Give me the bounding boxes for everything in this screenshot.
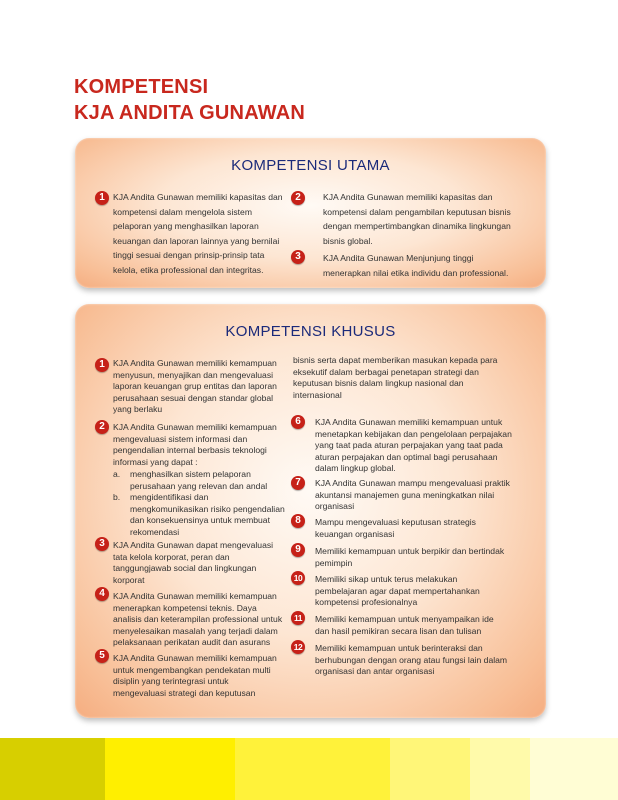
khusus-item-10-text: Memiliki sikap untuk terus melakukan pembelajaran agar dapat mempertahankan kompetensi profesionalnya: [315, 574, 480, 607]
number-badge: 12: [291, 640, 305, 654]
utama-item-2-text: KJA Andita Gunawan memiliki kapasitas dan kompetensi dalam pengambilan keputusan bisnis dengan mempertimbangkan dinamika lingkungan bisnis global.: [323, 192, 511, 246]
khusus-item-6-text: KJA Andita Gunawan memiliki kemampuan untuk menetapkan kebijakan dan pengelolaan perpajakan yang taat pada aturan perpajakan yang taat pada aturan perpajakan dan optimal bagi perusahaan dalam lingkup global.: [315, 417, 512, 473]
khusus-item-3-text: KJA Andita Gunawan dapat mengevaluasi tata kelola korporat, peran dan tanggungjawab social dan lingkungan korporat: [113, 540, 274, 585]
number-badge: 4: [95, 587, 109, 601]
khusus-item-5-continued-text: bisnis serta dapat memberikan masukan kepada para eksekutif dalam berbagai penetapan strategi dan keputusan bisnis dalam lingkup nasional dan internasional: [293, 355, 498, 400]
number-badge: 6: [291, 415, 305, 429]
footer-color-block: [0, 738, 105, 800]
khusus-item-2-sub-a-marker: a.: [113, 469, 121, 479]
footer-color-block: [470, 738, 530, 800]
number-badge: 9: [291, 543, 305, 557]
number-badge: 1: [95, 191, 109, 205]
kompetensi-utama-heading: KOMPETENSI UTAMA: [231, 157, 390, 174]
number-badge: 3: [95, 537, 109, 551]
khusus-item-9-text: Memiliki kemampuan untuk berpikir dan bertindak pemimpin: [315, 546, 505, 568]
kompetensi-utama-panel: [75, 138, 546, 288]
number-badge: 10: [291, 571, 305, 585]
kompetensi-khusus-heading: KOMPETENSI KHUSUS: [225, 323, 396, 340]
footer-color-block: [105, 738, 235, 800]
khusus-item-7-text: KJA Andita Gunawan mampu mengevaluasi praktik akuntansi manajemen guna meningkatkan nilai organisasi: [315, 478, 510, 511]
khusus-item-2-sub-b: mengidentifikasi dan mengkomunikasikan risiko pengendalian dan konsekuensinya untuk membuat rekomendasi: [130, 492, 285, 537]
number-badge: 5: [95, 649, 109, 663]
page-title-line-1: KOMPETENSI: [74, 76, 209, 98]
footer-color-block: [530, 738, 618, 800]
number-badge: 8: [291, 514, 305, 528]
khusus-item-1-text: KJA Andita Gunawan memiliki kemampuan menyusun, menyajikan dan mengevaluasi laporan keuangan grup entitas dan laporan perusahaan sesuai dengan standar global yang berlaku: [113, 358, 277, 414]
number-badge: 3: [291, 250, 305, 264]
khusus-item-4-text: KJA Andita Gunawan memiliki kemampuan menerapkan kompetensi teknis. Daya analisis dan keterampilan professional untuk menyelesaikan masalah yang terjadi dalam pelaksanaan perikatan audit dan asurans: [113, 591, 283, 647]
khusus-item-8-text: Mampu mengevaluasi keputusan strategis keuangan organisasi: [315, 517, 476, 539]
utama-item-1-text: KJA Andita Gunawan memiliki kapasitas dan kompetensi dalam mengelola sistem pelaporan yang menghasilkan laporan keuangan dan laporan lainnya yang bernilai tinggi sesuai dengan prinsip-prinsip tata kelola, etika professional dan integritas.: [113, 192, 283, 275]
khusus-item-12-text: Memiliki kemampuan untuk berinteraksi dan berhubungan dengan orang atau fungsi lain dalam organisasi dan antar organisasi: [315, 643, 508, 676]
kompetensi-khusus-panel: [75, 304, 546, 718]
footer-color-block: [390, 738, 470, 800]
number-badge: 1: [95, 358, 109, 372]
khusus-item-2-sub-b-marker: b.: [113, 492, 121, 502]
khusus-item-5-text: KJA Andita Gunawan memiliki kemampuan untuk mengembangkan pendekatan multi disiplin yang terintegrasi untuk mengevaluasi strategi dan keputusan: [113, 653, 277, 698]
page-title-line-2: KJA ANDITA GUNAWAN: [74, 102, 306, 124]
page-title: [74, 74, 305, 126]
number-badge: 2: [291, 191, 305, 205]
khusus-item-2-text: KJA Andita Gunawan memiliki kemampuan mengevaluasi sistem informasi dan pengendalian internal berbasis teknologi informasi yang dapat :: [113, 422, 277, 467]
utama-item-3-text: KJA Andita Gunawan Menjunjung tinggi menerapkan nilai etika individu dan professional.: [323, 253, 509, 278]
number-badge: 7: [291, 476, 305, 490]
number-badge: 2: [95, 420, 109, 434]
khusus-item-2-sub-a: menghasilkan sistem pelaporan perusahaan yang relevan dan andal: [130, 469, 268, 491]
number-badge: 11: [291, 611, 305, 625]
khusus-item-11-text: Memiliki kemampuan untuk menyampaikan ide dan hasil pemikiran secara lisan dan tulisan: [315, 614, 494, 636]
footer-color-block: [235, 738, 390, 800]
